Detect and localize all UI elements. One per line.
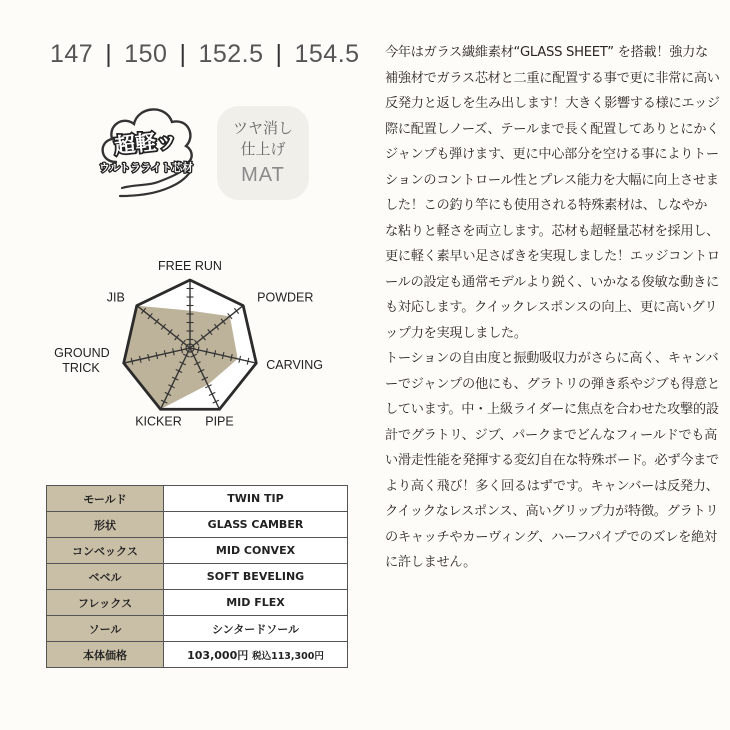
spec-row-sole [47,616,348,642]
ultralight-badge-title: 超軽ッ [113,127,179,159]
radar-axis-label: GROUND TRICK [54,346,110,376]
cloud-hand-icon [92,96,200,206]
size-separator: | [179,40,187,68]
size-150: 150 [124,40,168,68]
spec-key: 本体価格 [47,642,164,668]
price-value: 103,000円 [187,648,249,662]
spec-key: フレックス [47,590,164,616]
spec-value: MID CONVEX [164,538,348,564]
mat-finish-badge [217,106,309,200]
mat-badge-label: MAT [241,164,285,186]
spec-value: SOFT BEVELING [164,564,348,590]
size-list [50,40,360,69]
spec-key: ソール [47,616,164,642]
spec-value [164,642,348,668]
spec-value: TWIN TIP [164,486,348,512]
size-separator: | [275,40,283,68]
spec-row-shape [47,512,348,538]
product-description [385,40,720,576]
size-147: 147 [50,40,94,68]
size-152-5: 152.5 [198,40,264,68]
spec-value: GLASS CAMBER [164,512,348,538]
radar-axis-label: FREE RUN [158,259,222,273]
size-154-5: 154.5 [294,40,360,68]
price-tax-note: 税込113,300円 [252,650,324,662]
spec-row-flex [47,590,348,616]
performance-radar-chart [40,250,340,450]
spec-value: シンタードソール [164,616,348,642]
ultralight-badge [92,96,200,206]
ultralight-badge-subtitle: ウルトラライト芯材 [99,162,193,174]
radar-axis-label: PIPE [205,414,234,429]
spec-row-price [47,642,348,668]
radar-axis-label: CARVING [266,358,324,373]
spec-table [46,485,348,668]
description-paragraph-1: 今年はガラス繊維素材“GLASS SHEET” を搭載！強力な補強材でガラス芯材と二重に配置する事で更に非常に高い反発力と返しを生み出します！大きく影響する様にエッジ際に配置しノーズ、テールまで長く配置してありとにかくジャンプも弾けます、更に中心部分を空ける事によりトーションのコントロール性とプレス能力を大幅に向上させました！この釣り竿にも使用される特殊素材は、しなやかな粘りと軽さを両立します。芯材も超軽量芯材を採用し、更に軽く素早い足さばきを実現しました！エッジコントロールの設定も通常モデルより鋭く、いかなる俊敏な動きにも対応します。クイックレスポンスの向上、更に高いグリップ力を実現しました。 [385,45,720,341]
spec-key: モールド [47,486,164,512]
spec-row-convex [47,538,348,564]
description-paragraph-2: トーションの自由度と振動吸収力がさらに高く、キャンバーでジャンプの他にも、グラトリの弾き系やジブも得意としています。中・上級ライダーに焦点を合わせた攻撃的設計でグラトリ、ジブ、パークまでどんなフィールドでも高い滑走性能を発揮する変幻自在な特殊ボード。必ず今までより高く飛び！多く回るはずです。キャンバーは反発力、クイックなレスポンス、高いグリップ力が特徴。グラトリのキャッチやカーヴィング、ハーフパイプでのズレを絶対に許しません。 [385,351,720,570]
spec-row-mold [47,486,348,512]
radar-axis-label: JIB [106,290,125,305]
mat-badge-line1: ツヤ消し [232,119,293,137]
mat-badge-line2: 仕上げ [240,140,286,158]
spec-value: MID FLEX [164,590,348,616]
radar-axis-label: POWDER [257,290,314,305]
spec-key: ベベル [47,564,164,590]
spec-key: 形状 [47,512,164,538]
radar-axis-label: KICKER [135,414,182,429]
spec-key: コンベックス [47,538,164,564]
spec-row-bevel [47,564,348,590]
size-separator: | [105,40,113,68]
